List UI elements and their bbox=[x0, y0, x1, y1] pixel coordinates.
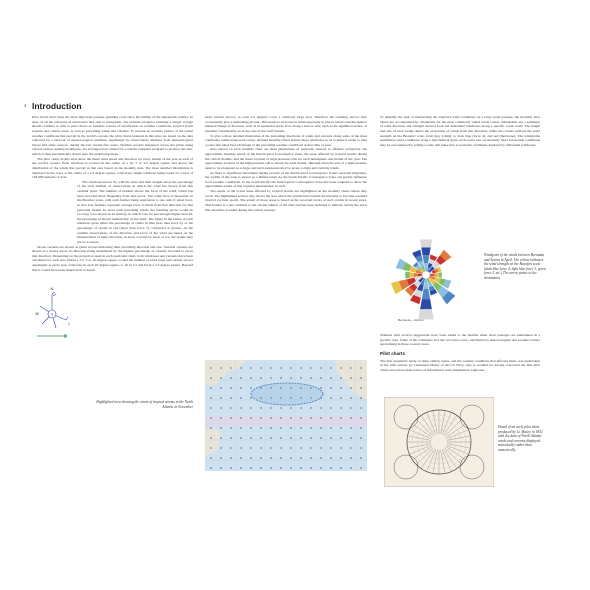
map-windrose-mark bbox=[240, 417, 242, 419]
windgram-wedge bbox=[430, 274, 433, 276]
storm-area-highlight bbox=[251, 383, 323, 405]
map-windrose-mark bbox=[310, 377, 312, 379]
map-windrose-mark bbox=[290, 427, 292, 429]
map-windrose-mark bbox=[350, 417, 352, 419]
map-windrose-mark bbox=[260, 427, 262, 429]
map-windrose-mark bbox=[230, 387, 232, 389]
map-windrose-mark bbox=[270, 407, 272, 409]
map-windrose-mark bbox=[250, 387, 252, 389]
windrose-center-value: 5 bbox=[50, 311, 54, 317]
map-windrose-mark bbox=[230, 437, 232, 439]
map-windrose-mark bbox=[330, 417, 332, 419]
map-windrose-mark bbox=[260, 457, 262, 459]
map-windrose-mark bbox=[280, 457, 282, 459]
map-windrose-mark bbox=[330, 377, 332, 379]
map-windrose-mark bbox=[340, 377, 342, 379]
map-windrose-mark bbox=[210, 467, 212, 469]
windgram-wedge bbox=[420, 299, 432, 309]
paragraph: Pilot charts have been the most important passage planning tools since the middle of the nineteenth century. In spite of all the advances in electronics and aids to navigation, any prudent navigator planning a longer voyage should continue to refer to pilot charts as valuable sources of information on weather conditions, tropical storm seasons and critical areas, as well as prevailing winds and currents. To present an accurate picture of the actual weather conditions that prevail in the world's oceans, the pilot charts featured in this atlas are based on the data collected by a network of meteorological satellites, augmented by observations obtained from meteorological buoys and other sources, during the last twenty-five years. Weather records measured across the globe using various remote sensing techniques, are averaged and collated by a custom computer program to produce the data, which is then automatically drawn onto the underlying maps. bbox=[32, 115, 193, 156]
paragraph: To simplify the task of interpreting the expected wind conditions on a long ocean passage, the monthly pilot charts are accompanied by windgrams for the most commonly sailed ocean routes. Windgrams are a summary of wind direction and strength derived from the individual windroses along a specific ocean route. The length and size of each wedge depict the proportion of winds from that direction, while the colours indicate the wind strength on the Beaufort scale, from grey (calm), to dark blue (force 4), and red (hurricane). The windgrams summarize wind conditions along a hypothetical great circle route, but occasionally more favourable conditions may be encountered by sailing a route that takes into account the conditions depicted by individual windroses. bbox=[380, 115, 540, 147]
map-windrose-mark bbox=[330, 437, 332, 439]
map-windrose-mark bbox=[280, 447, 282, 449]
map-windrose-mark bbox=[280, 437, 282, 439]
subheading: Pilot charts bbox=[380, 350, 406, 356]
map-windrose-mark bbox=[270, 457, 272, 459]
map-windrose-mark bbox=[250, 437, 252, 439]
map-windrose-mark bbox=[240, 387, 242, 389]
map-windrose-mark bbox=[250, 447, 252, 449]
map-windrose-mark bbox=[330, 427, 332, 429]
north-label: N bbox=[50, 286, 54, 291]
map-windrose-mark bbox=[250, 457, 252, 459]
map-windrose-mark bbox=[320, 377, 322, 379]
map-windrose-mark bbox=[300, 427, 302, 429]
map-windrose-mark bbox=[230, 367, 232, 369]
map-windrose-mark bbox=[290, 467, 292, 469]
map-windrose-mark bbox=[280, 397, 282, 399]
map-windrose-mark bbox=[360, 457, 362, 459]
map-windrose-mark bbox=[300, 447, 302, 449]
text-column-1 bbox=[32, 115, 193, 272]
map-windrose-mark bbox=[260, 417, 262, 419]
map-windrose-mark bbox=[270, 467, 272, 469]
map-windrose-mark bbox=[350, 397, 352, 399]
map-windrose-mark bbox=[250, 367, 252, 369]
map-windrose-mark bbox=[320, 457, 322, 459]
map-windrose-mark bbox=[360, 397, 362, 399]
paragraph-text: The windrose arrows fly with the wind and their lengths show the percentage of the total number of observations in which the wind has blown from that cardinal point. The number of feathers shows the force of the wind, which has been recorded most frequently from that sector. The wind force is measured on the Beaufort scale, with each feather being equivalent to one unit of wind force, so that four feathers represent average force 4 winds from that direction for that particular month. In areas with prevailing winds, the resulting arrow would be too long to be shown in its entirety, in which case for percentages higher than 29, the percentage is shown numerically on the shaft. The figure in the centre of each windrose gives either the percentage of calms in blue (less than force 2), or the percentage of storms in red (more than force 7), whichever is greater. As the satellite observations of the direction and force of the wind are based on the measurement of light refraction, in areas covered by snow or ice, the results may not be accurate. bbox=[77, 179, 193, 244]
map-windrose-mark bbox=[210, 427, 212, 429]
map-windrose-mark bbox=[350, 377, 352, 379]
windgram-caption: Windgram of the winds between Bermuda and Azores in April. The colour indicates the wind strength on the Beaufort scale (dark blue force 4, light blue force 3, green force 2, etc.) The arrow points to the destination. bbox=[484, 253, 546, 280]
map-windrose-mark bbox=[320, 407, 322, 409]
map-windrose-mark bbox=[330, 397, 332, 399]
map-windrose-mark bbox=[260, 397, 262, 399]
windgram-wedge bbox=[433, 273, 436, 276]
map-windrose-mark bbox=[210, 377, 212, 379]
map-windrose-mark bbox=[360, 377, 362, 379]
map-windrose-mark bbox=[340, 447, 342, 449]
paragraph bbox=[32, 180, 193, 245]
map-windrose-mark bbox=[330, 447, 332, 449]
paragraph: The first systematic study of ships' sailing routes, and the weather conditions that affected them, was undertaken in the 19th century by Lieutenant Maury of the US Navy, who is credited for having conceived the first pilot charts and whose main source of information were shipmasters' logbooks. bbox=[380, 358, 540, 372]
map-windrose-mark bbox=[360, 467, 362, 469]
paragraph: As there is significant movement during periods of the Intertropical Convergence Zone's seasonal migration, the widths of the zone is shown as a diffuse band. As the South Pacific Convergence Zone can greatly influence local weather conditions, in the South Pacific the Intertropical Convergence Zone has been widened to show the approximate extent of that regional phenomenon as well. bbox=[205, 170, 367, 189]
map-windrose-mark bbox=[360, 367, 362, 369]
map-windrose-mark bbox=[340, 407, 342, 409]
map-windrose-mark bbox=[300, 377, 302, 379]
map-windrose-mark bbox=[350, 367, 352, 369]
map-windrose-mark bbox=[330, 367, 332, 369]
map-windrose-mark bbox=[260, 447, 262, 449]
map-windrose-mark bbox=[210, 417, 212, 419]
map-windrose-mark bbox=[310, 447, 312, 449]
tropical-storm-map bbox=[205, 360, 367, 471]
map-windrose-mark bbox=[210, 367, 212, 369]
map-windrose-mark bbox=[250, 407, 252, 409]
map-windrose-mark bbox=[290, 417, 292, 419]
map-windrose-mark bbox=[340, 367, 342, 369]
windgram-wedge bbox=[421, 247, 430, 255]
map-windrose-mark bbox=[290, 387, 292, 389]
paragraph: To give a more detailed illustration of the prevailing directions of winds and currents along some of the most commonly sailed transocean routes, detailed monthly charts feature more windroses so as to make it easier to plan a route that takes best advantage of the prevailing weather conditions at that time of year. bbox=[205, 133, 367, 147]
map-windrose-mark bbox=[340, 437, 342, 439]
itcz-band bbox=[205, 416, 367, 426]
map-windrose-mark bbox=[220, 387, 222, 389]
map-windrose-mark bbox=[230, 397, 232, 399]
text-column-3-continued bbox=[380, 333, 540, 372]
map-windrose-mark bbox=[340, 427, 342, 429]
map-windrose-mark bbox=[360, 387, 362, 389]
map-windrose-mark bbox=[270, 367, 272, 369]
map-windrose-mark bbox=[270, 417, 272, 419]
paragraph: The extent of the ocean areas affected by tropical storms are highlighted on the monthly charts where they occur. The highlighted section only shows the area where the system had reached the intensity to become a named tropical cyclonic storm. The extent of those areas is based on the recorded tracks of such storms in recent years. This feature is a new addition to the current edition of the atlas and has been included to indicate clearly the areas that should be avoided during the critical seasons. bbox=[205, 189, 367, 212]
map-windrose-mark bbox=[240, 427, 242, 429]
map-windrose-mark bbox=[240, 377, 242, 379]
paragraph: Also shown on each monthly chart are three phenomena of particular interest to offshore navigators: the approximate monthly extent of the Intertropical Convergence Zone, the areas affected by tropical storms during the critical months, and the mean location of high pressure cells for each hemisphere and month of the year. The approximate location of the high-pressure cell is shown for each month, although often the axis of a high-pressure tends to be elongated as a ridge, and such extensions may be prone to light and variable winds. bbox=[205, 147, 367, 170]
map-windrose-mark bbox=[220, 397, 222, 399]
windgram-wedge bbox=[439, 272, 442, 277]
windgram-figure bbox=[384, 229, 482, 324]
paragraph: more current arrows, as even 2.5 degrees cover a relatively large area. Therefore the resulting arrows may occasionally give a misleading picture. This needs to be borne in mind especially in places where currents make a marked change of direction, such as in equatorial areas; flow along a narrow axis, such as the Agulhas Current; or meander considerably, as in the case of the Gulf Stream. bbox=[205, 115, 367, 133]
map-windrose-mark bbox=[350, 387, 352, 389]
map-windrose-mark bbox=[300, 397, 302, 399]
map-windrose-mark bbox=[240, 397, 242, 399]
paragraph: Ocean currents are shown as green arrows indicating their prevailing direction and rate. Variable currents are shown as a dotted arrow, its direction being determined by the highest percentage of currents recorded to set in that direction. Depending on the projection used in each particular chart, both windroses and currents have been calculated for each area within a 2.5, 5 or 10-degree square, so that the number of wind roses and current arrows quadruples at every step, from four in each 10 degree square, to 16 in a 5 and 64 in a 2.5 degree square. Beyond that it would have been impractical to depict bbox=[32, 244, 193, 272]
map-windrose-mark bbox=[210, 387, 212, 389]
map-windrose-mark bbox=[360, 417, 362, 419]
map-windrose-mark bbox=[310, 367, 312, 369]
map-windrose-mark bbox=[320, 387, 322, 389]
map-windrose-mark bbox=[260, 377, 262, 379]
mini-windrose-spacer bbox=[32, 181, 74, 243]
paragraph: The pilot charts in this atlas show the mean wind speed and direction for every month of the year in each of the world's oceans. Each windrose is located in the centre of a 10, 5 or 2.5 degree square and shows the distribution of the winds that prevail in that area based on the monthly data. The most detailed information is displayed in the roses at the centre of a 2.5 degree square, with every single windrose being based on a total of 118,000 samples of data. bbox=[32, 156, 193, 180]
map-windrose-mark bbox=[230, 377, 232, 379]
map-windrose-mark bbox=[210, 397, 212, 399]
map-windrose-mark bbox=[240, 367, 242, 369]
map-windrose-mark bbox=[220, 377, 222, 379]
windgram-wedge bbox=[420, 240, 432, 248]
map-windrose-mark bbox=[230, 427, 232, 429]
map-windrose-mark bbox=[340, 417, 342, 419]
text-column-2 bbox=[205, 115, 367, 212]
map-windrose-mark bbox=[340, 397, 342, 399]
map-windrose-mark bbox=[280, 387, 282, 389]
map-windrose-mark bbox=[310, 427, 312, 429]
map-windrose-mark bbox=[240, 457, 242, 459]
map-windrose-mark bbox=[210, 457, 212, 459]
maury-chart-caption: Detail of an early pilot chart produced by Lt. Maury in 1851 with the data of North Atlantic winds and currents displayed statistically rather than numerically. bbox=[498, 425, 543, 452]
map-windrose-mark bbox=[340, 467, 342, 469]
map-windrose-mark bbox=[320, 417, 322, 419]
windgram-wedge bbox=[414, 273, 418, 277]
map-windrose-mark bbox=[330, 457, 332, 459]
map-windrose-mark bbox=[260, 437, 262, 439]
windgram-wedge bbox=[422, 289, 430, 299]
map-windrose-mark bbox=[300, 417, 302, 419]
map-windrose-mark bbox=[280, 377, 282, 379]
map-windrose-mark bbox=[350, 447, 352, 449]
map-windrose-mark bbox=[290, 437, 292, 439]
map-windrose-mark bbox=[220, 417, 222, 419]
section-heading: Introduction bbox=[32, 101, 82, 111]
map-windrose-mark bbox=[290, 447, 292, 449]
map-windrose-mark bbox=[300, 387, 302, 389]
windgram-wedge bbox=[436, 273, 439, 277]
map-windrose-mark bbox=[330, 387, 332, 389]
map-windrose-mark bbox=[290, 457, 292, 459]
map-windrose-mark bbox=[250, 377, 252, 379]
windgram-wedge bbox=[409, 272, 413, 278]
map-windrose-mark bbox=[360, 407, 362, 409]
map-windrose-mark bbox=[250, 417, 252, 419]
map-windrose-mark bbox=[270, 427, 272, 429]
map-windrose-mark bbox=[220, 467, 222, 469]
map-windrose-mark bbox=[230, 457, 232, 459]
map-windrose-mark bbox=[240, 447, 242, 449]
map-windrose-mark bbox=[220, 437, 222, 439]
map-windrose-mark bbox=[220, 457, 222, 459]
map-windrose-mark bbox=[230, 447, 232, 449]
map-windrose-mark bbox=[290, 367, 292, 369]
map-windrose-mark bbox=[300, 367, 302, 369]
map-windrose-mark bbox=[290, 377, 292, 379]
map-windrose-mark bbox=[260, 387, 262, 389]
map-windrose-mark bbox=[310, 437, 312, 439]
windrose-example-figure bbox=[32, 284, 74, 346]
maury-pilot-chart bbox=[384, 397, 494, 487]
map-windrose-mark bbox=[320, 367, 322, 369]
map-windrose-mark bbox=[280, 467, 282, 469]
map-windrose-mark bbox=[360, 437, 362, 439]
map-windrose-mark bbox=[290, 407, 292, 409]
map-windrose-mark bbox=[280, 407, 282, 409]
map-windrose-mark bbox=[260, 367, 262, 369]
map-windrose-mark bbox=[320, 447, 322, 449]
map-windrose-mark bbox=[330, 467, 332, 469]
map-windrose-mark bbox=[210, 447, 212, 449]
map-windrose-mark bbox=[220, 407, 222, 409]
paragraph: Sidebars with tactical suggestions have been added to the months when most passages are undertaken in a specific area. Some of the comments and tips on tactics were contributed by meteorologists and weather routers specialising in those oceanic areas. bbox=[380, 333, 540, 347]
windgram-wedge bbox=[423, 255, 430, 263]
map-windrose-mark bbox=[360, 427, 362, 429]
map-windrose-mark bbox=[300, 437, 302, 439]
map-windrose-mark bbox=[240, 437, 242, 439]
map-windrose-mark bbox=[260, 407, 262, 409]
map-windrose-mark bbox=[310, 467, 312, 469]
map-windrose-mark bbox=[320, 427, 322, 429]
map-windrose-mark bbox=[280, 427, 282, 429]
map-windrose-mark bbox=[350, 457, 352, 459]
map-windrose-mark bbox=[340, 457, 342, 459]
map-windrose-mark bbox=[210, 407, 212, 409]
map-windrose-mark bbox=[230, 407, 232, 409]
map-windrose-mark bbox=[260, 467, 262, 469]
map-windrose-mark bbox=[270, 437, 272, 439]
map-windrose-mark bbox=[310, 387, 312, 389]
map-windrose-mark bbox=[240, 467, 242, 469]
map-windrose-mark bbox=[210, 437, 212, 439]
map-windrose-mark bbox=[250, 397, 252, 399]
map-windrose-mark bbox=[310, 397, 312, 399]
windgram-route-label: Bermuda – Azores bbox=[398, 318, 424, 322]
map-windrose-mark bbox=[310, 407, 312, 409]
windrose-number: 26 bbox=[35, 312, 39, 316]
map-windrose-mark bbox=[220, 447, 222, 449]
map-windrose-mark bbox=[330, 407, 332, 409]
map-windrose-mark bbox=[220, 427, 222, 429]
map-windrose-mark bbox=[220, 367, 222, 369]
windgram-wedge bbox=[418, 274, 422, 277]
map-windrose-mark bbox=[240, 407, 242, 409]
map-windrose-mark bbox=[270, 387, 272, 389]
map-windrose-mark bbox=[350, 437, 352, 439]
map-windrose-mark bbox=[350, 467, 352, 469]
windgram-center bbox=[422, 271, 430, 279]
map-windrose-mark bbox=[280, 417, 282, 419]
map-windrose-mark bbox=[250, 467, 252, 469]
windgram-wedge bbox=[405, 271, 409, 278]
map-windrose-mark bbox=[350, 407, 352, 409]
map-windrose-mark bbox=[230, 467, 232, 469]
map-windrose-mark bbox=[300, 457, 302, 459]
text-column-3 bbox=[380, 115, 540, 147]
map-windrose-mark bbox=[320, 437, 322, 439]
map-windrose-mark bbox=[300, 407, 302, 409]
map-windrose-mark bbox=[270, 377, 272, 379]
map-windrose-mark bbox=[270, 447, 272, 449]
map-windrose-mark bbox=[300, 467, 302, 469]
map-windrose-mark bbox=[250, 427, 252, 429]
map-windrose-mark bbox=[360, 447, 362, 449]
map-windrose-mark bbox=[320, 467, 322, 469]
page-number: 4 bbox=[24, 103, 27, 108]
windrose-number: 1 bbox=[68, 322, 70, 326]
map-windrose-mark bbox=[280, 367, 282, 369]
map-windrose-mark bbox=[290, 397, 292, 399]
map-windrose-mark bbox=[350, 427, 352, 429]
map-windrose-mark bbox=[230, 417, 232, 419]
map-windrose-mark bbox=[310, 417, 312, 419]
map-windrose-mark bbox=[310, 457, 312, 459]
map-windrose-mark bbox=[320, 397, 322, 399]
map-caption: Highlighted area showing the extent of tropical storms in the North Atlantic in November bbox=[96, 400, 193, 409]
map-windrose-mark bbox=[270, 397, 272, 399]
map-windrose-mark bbox=[340, 387, 342, 389]
